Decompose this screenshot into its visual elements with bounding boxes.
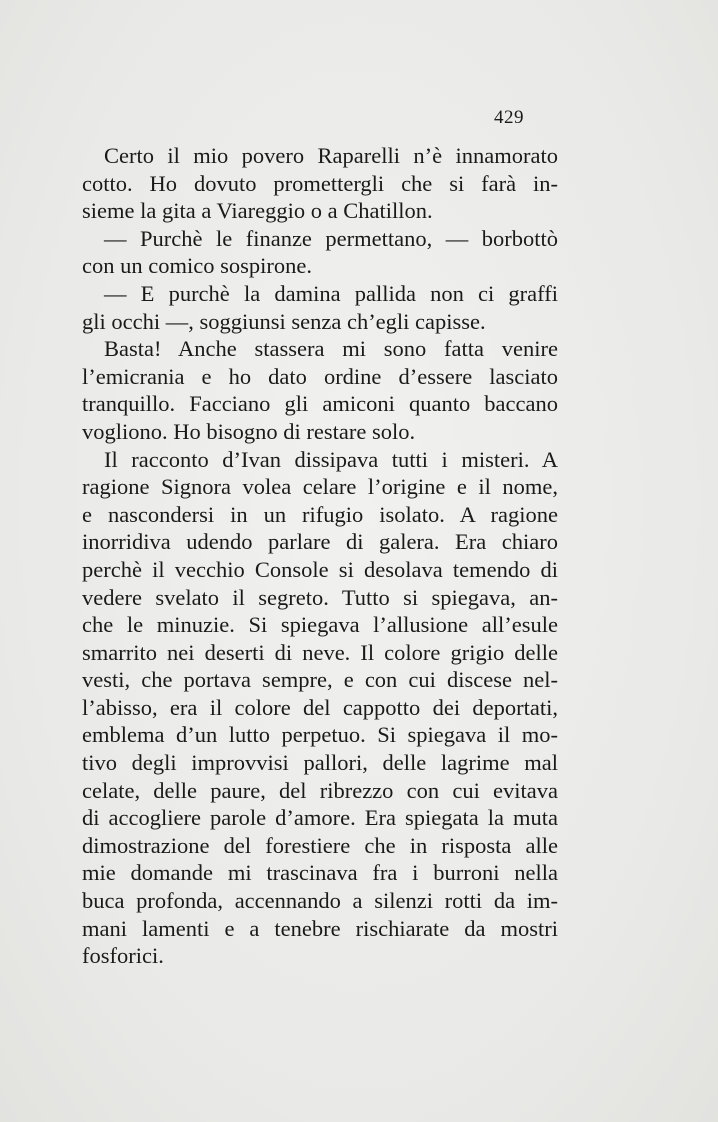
text-line: l’abisso, era il colore del cappotto dei deportati, <box>82 694 558 720</box>
text-line: — Purchè le finanze permettano, — borbottò <box>104 225 558 251</box>
text-line: che le minuzie. Si spiegava l’allusione all’esule <box>82 612 558 638</box>
text-line: fosforici. <box>82 943 164 969</box>
text-line: vedere svelato il segreto. Tutto si spiegava, an- <box>82 584 558 610</box>
text-line: vogliono. Ho bisogno di restare solo. <box>82 418 416 444</box>
text-line: inorridiva udendo parlare di galera. Era chiaro <box>82 529 558 555</box>
text-line: gli occhi —, soggiunsi senza ch’egli capisse. <box>82 308 486 334</box>
text-line: tivo degli improvvisi pallori, delle lagrime mal <box>82 750 558 776</box>
text-line: vesti, che portava sempre, e con cui discese nel- <box>82 667 558 693</box>
text-line: dimostrazione del forestiere che in risposta alle <box>82 832 558 858</box>
text-line: — E purchè la damina pallida non ci graffi <box>104 280 558 306</box>
text-line: buca profonda, accennando a silenzi rotti da im- <box>82 888 558 914</box>
text-line: perchè il vecchio Console si desolava temendo di <box>82 556 558 582</box>
text-line: smarrito nei deserti di neve. Il colore grigio delle <box>82 639 558 665</box>
text-line: con un comico sospirone. <box>82 253 312 279</box>
text-line: ragione Signora volea celare l’origine e il nome, <box>82 474 558 500</box>
text-line: mani lamenti e a tenebre rischiarate da mostri <box>82 915 558 941</box>
text-line: cotto. Ho dovuto promettergli che si farà in- <box>82 170 558 196</box>
text-line: celate, delle paure, del ribrezzo con cui evitava <box>82 777 558 803</box>
text-line: l’emicrania e ho dato ordine d’essere lasciato <box>82 363 558 389</box>
text-line: tranquillo. Facciano gli amiconi quanto baccano <box>82 391 558 417</box>
page-number: 429 <box>494 107 524 128</box>
body-text <box>82 142 558 970</box>
text-line: Certo il mio povero Raparelli n’è innamorato <box>104 143 558 168</box>
text-line: sieme la gita a Viareggio o a Chatillon. <box>82 198 433 224</box>
text-line: emblema d’un lutto perpetuo. Si spiegava il mo- <box>82 722 558 748</box>
text-line: Il racconto d’Ivan dissipava tutti i misteri. A <box>104 446 558 472</box>
text-line: di accogliere parole d’amore. Era spiegata la muta <box>82 805 558 831</box>
text-line: Basta! Anche stassera mi sono fatta venire <box>104 336 558 362</box>
text-line: e nascondersi in un rifugio isolato. A ragione <box>82 501 558 527</box>
text-line: mie domande mi trascinava fra i burroni nella <box>82 860 558 886</box>
